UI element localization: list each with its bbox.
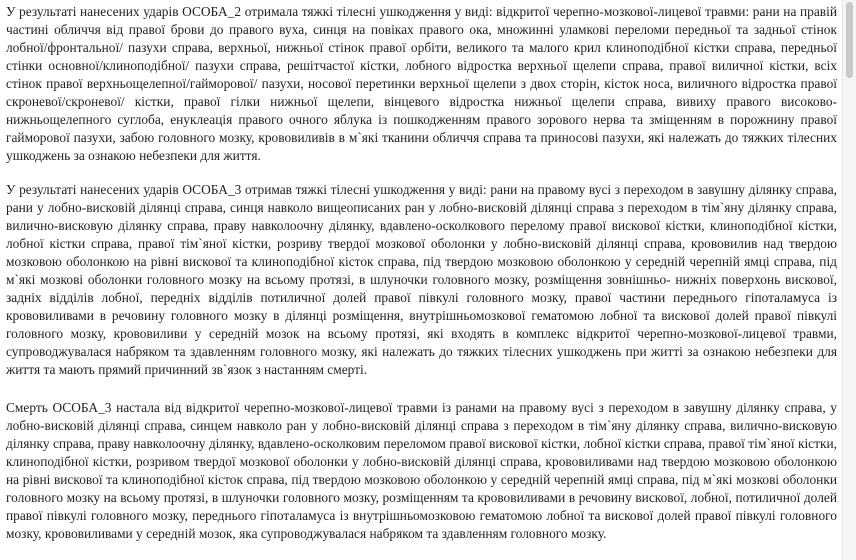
paragraph-injuries-person-3: У результаті нанесених ударів ОСОБА_3 отримав тяжкі тілесні ушкодження у виді: рани на правому вусі з переходом в завушну ділянку справа, рани у лобно-висковій ділянці справа, синця навколо вищеописаних ран у лобно-висковій ділянці справа з переходом в тім`яну ділянку справа, вилично-висковую ділянку справа, праву навколоочну ділянку, вдавлено-осколкового перелому правої вискової кістки, клиноподібної кістки, лобної кістки справа, правої тім`яної кістки, розриву твердої мозкової оболонки у лобно-висковій ділянці справа, крововилив над твердою мозковою оболонкою на рівні вискової та клиноподібної кісток справа, під твердою мозковою оболонкою у середній черепній ямці справа, під м`які мозкові оболонки головного мозку на всьому протязі, в шлуночки головного мозку, розміщення зовнішньо- нижніх поверхонь вискової, задніх відділів лобної, передніх відділів потиличної долей правої півкулі головного мозку, правої частини переднього гіпоталамуса із крововиливами в речовину головного мозку в ділянці розміщення, внутрішньомозкової гематомою лобної та вискової долей правої півкулі головного мозку, крововиливи у середній мозок на всьому протязі, які входять в комплекс відкритої черепно-мозкової-лицевої травми, супроводжувалася набряком та здавленням головного мозку, які належать до тяжких тілесних ушкоджень при житті за ознакою небезпеки для життя та мають прямий причинний зв`язок з настанням смерті. (6, 182, 837, 377)
vertical-scrollbar[interactable] (842, 0, 856, 560)
scrollbar-thumb[interactable] (846, 2, 853, 78)
paragraph-injuries-person-2: У результаті нанесених ударів ОСОБА_2 отримала тяжкі тілесні ушкодження у виді: відкритої черепно-мозкової-лицевої травми: рани на правій частині обличчя від правої брови до правого вуха, синця на повіках правого ока, множинні уламкові переломи передньої та задньої стінок лобної/фронтальної/ пазухи справа, верхньої, нижньої стінок правої орбіти, великого та малого крил клиноподібної кістки справа, передньої стінки основної/клиноподібної/ пазухи справа, решітчастої кістки, лобного відростка верхньої щелепи справа, правої виличної кістки, всіх стінок правої верхньощелепної/гайморової/ пазухи, носової перетинки верхньої щелепи з двох сторін, кісток носа, виличного відростка правої скроневої/скроневої/ кістки, правої гілки нижньої щелепи, вінцевого відростка нижньої щелепи справа, вивиху правого виcoково-нижньощелепного суглоба, енуклеація правого очного яблука із пошкодженням правого зорового нерва та зміщенням в порожнину правої гайморової пазухи, забою головного мозку, крововиливів в м`які тканини обличчя справа та приносові пазухи, які належать до тяжких тілесних ушкоджень за ознакою небезпеки для життя. (6, 4, 837, 163)
paragraph-cause-of-death: Смерть ОСОБА_3 настала від відкритої черепно-мозкової-лицевої травми із ранами на правому вусі з переходом в завушну ділянку справа, у лобно-висковій ділянці справа, синцем навколо ран у лобно-висковій ділянці справа з переходом в тім`яну ділянку справа, вилично-висковую ділянку справа, праву навколоочну ділянку, вдавлено-осколковим переломом правої вискової кістки, лобної кістки справа, правої тім`яної кістки, клиноподібної кістки, розривом твердої мозкової оболонки у лобно-висковій ділянці справа, крововиливами над твердою мозковою оболонкою на рівні вискової та клиноподібної кісток справа, під твердою мозковою оболонкою у середній черепній ямці справа, під м`які мозкові оболонки головного мозку на всьому протязі, в шлуночки головного мозку, розміщенням та крововиливами в речовину вискової, лобної, потиличної долей правої півкулі головного мозку, переднього гіпоталамуса із внутрішньомозковою гематомою лобної та вискової долей правої півкулі головного мозку, крововиливами у середній мозок, яка супроводжувалася набряком та здавленням головного мозку. (6, 400, 837, 541)
